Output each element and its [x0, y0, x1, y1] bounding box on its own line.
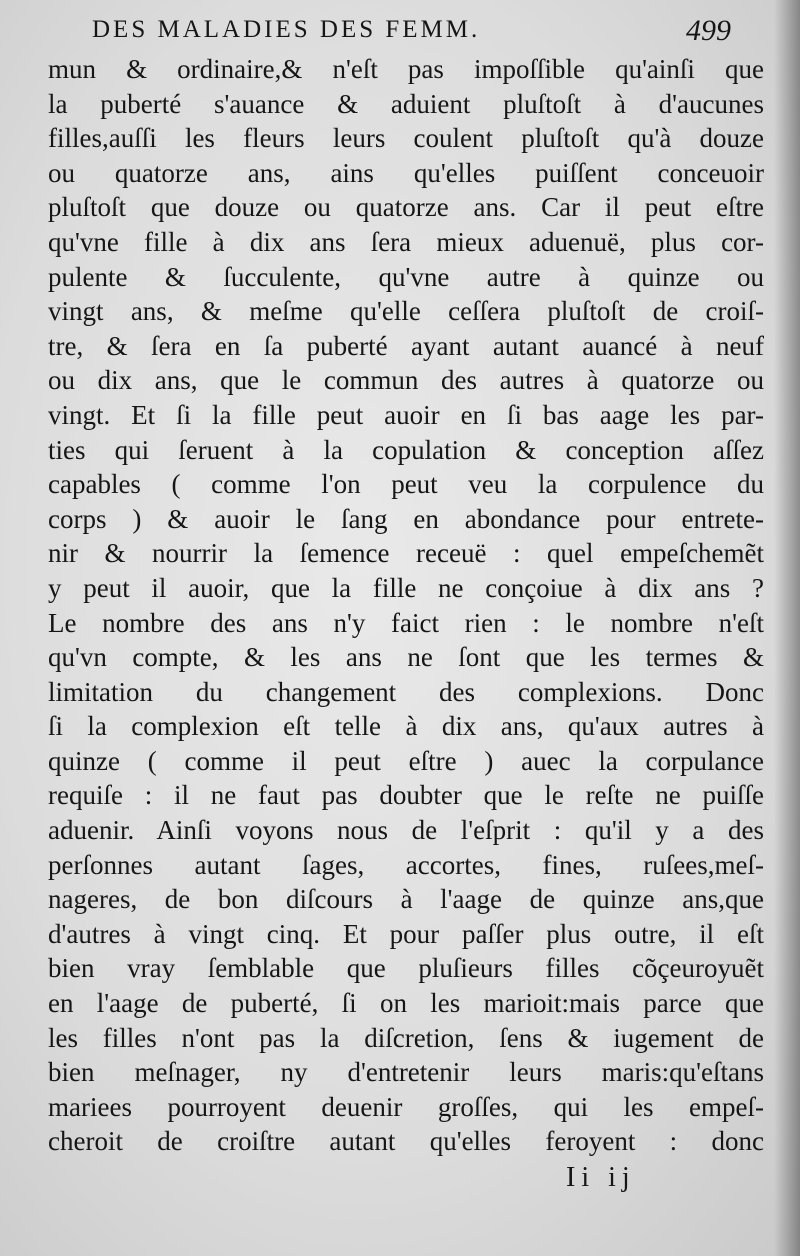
text-line: tre, & ſera en ſa puberté ayant autant auancé à neuf [48, 330, 764, 361]
text-line: ou dix ans, que le commun des autres à quatorze ou [48, 365, 764, 396]
text-line: qu'vn compte, & les ans ne ſont que les termes & [48, 642, 764, 673]
text-line: quinze ( comme il peut eſtre ) auec la corpulance [48, 745, 764, 776]
signature-mark: Ii ij [566, 1162, 636, 1193]
text-line: Le nombre des ans n'y faict rien : le nombre n'eſt [48, 607, 764, 638]
text-line: d'autres à vingt cinq. Et pour paſſer plus outre, il eſt [48, 918, 764, 949]
text-line: y peut il auoir, que la fille ne conçoiue à dix ans ? [48, 572, 764, 603]
text-line: bien vray ſemblable que pluſieurs filles cõçeuroyuẽt [48, 953, 764, 984]
text-line: pluſtoſt que douze ou quatorze ans. Car il peut eſtre [48, 192, 764, 223]
text-line: mariees pourroyent deuenir groſſes, qui les empeſ- [48, 1091, 764, 1122]
text-line: corps ) & auoir le ſang en abondance pour entrete- [48, 503, 764, 534]
text-line: filles,auſſi les fleurs leurs coulent pluſtoſt qu'à douze [48, 123, 764, 154]
text-line: ties qui ſeruent à la copulation & conception aſſez [48, 434, 764, 465]
running-title: DES MALADIES DES FEMM. [92, 16, 481, 43]
text-line: nageres, de bon diſcours à l'aage de quinze ans,que [48, 884, 764, 915]
text-line: cheroit de croiſtre autant qu'elles feroyent : donc [48, 1126, 764, 1157]
text-line: nir & nourrir la ſemence receuë : quel empeſchemẽt [48, 538, 764, 569]
text-line: en l'aage de puberté, ſi on les marioit:mais parce que [48, 988, 764, 1019]
text-line: limitation du changement des complexions. Donc [48, 676, 764, 707]
text-line: aduenir. Ainſi voyons nous de l'eſprit : qu'il y a des [48, 815, 764, 846]
text-line: la puberté s'auance & aduient pluſtoſt à d'aucunes [48, 88, 764, 119]
text-line: capables ( comme l'on peut veu la corpulence du [48, 469, 764, 500]
text-line: requiſe : il ne faut pas doubter que le reſte ne puiſſe [48, 780, 764, 811]
text-line: mun & ordinaire,& n'eſt pas impoſſible qu'ainſi que [48, 54, 764, 84]
text-line: ou quatorze ans, ains qu'elles puiſſent conceuoir [48, 157, 764, 188]
text-line: bien meſnager, ny d'entretenir leurs maris:qu'eſtans [48, 1057, 764, 1088]
body-text [48, 52, 764, 1159]
text-line: pulente & ſucculente, qu'vne autre à quinze ou [48, 261, 764, 292]
text-line: les filles n'ont pas la diſcretion, ſens & iugement de [48, 1022, 764, 1053]
text-line: qu'vne fille à dix ans ſera mieux aduenuë, plus cor- [48, 226, 764, 257]
text-line: vingt. Et ſi la fille peut auoir en ſi bas aage les par- [48, 399, 764, 430]
text-line: vingt ans, & meſme qu'elle ceſſera pluſtoſt de croiſ- [48, 296, 764, 327]
page-number: 499 [686, 14, 731, 47]
page-edge-shadow [774, 0, 800, 1256]
text-line: ſi la complexion eſt telle à dix ans, qu'aux autres à [48, 711, 764, 742]
text-line: perſonnes autant ſages, accortes, fines, ruſees,meſ- [48, 849, 764, 880]
